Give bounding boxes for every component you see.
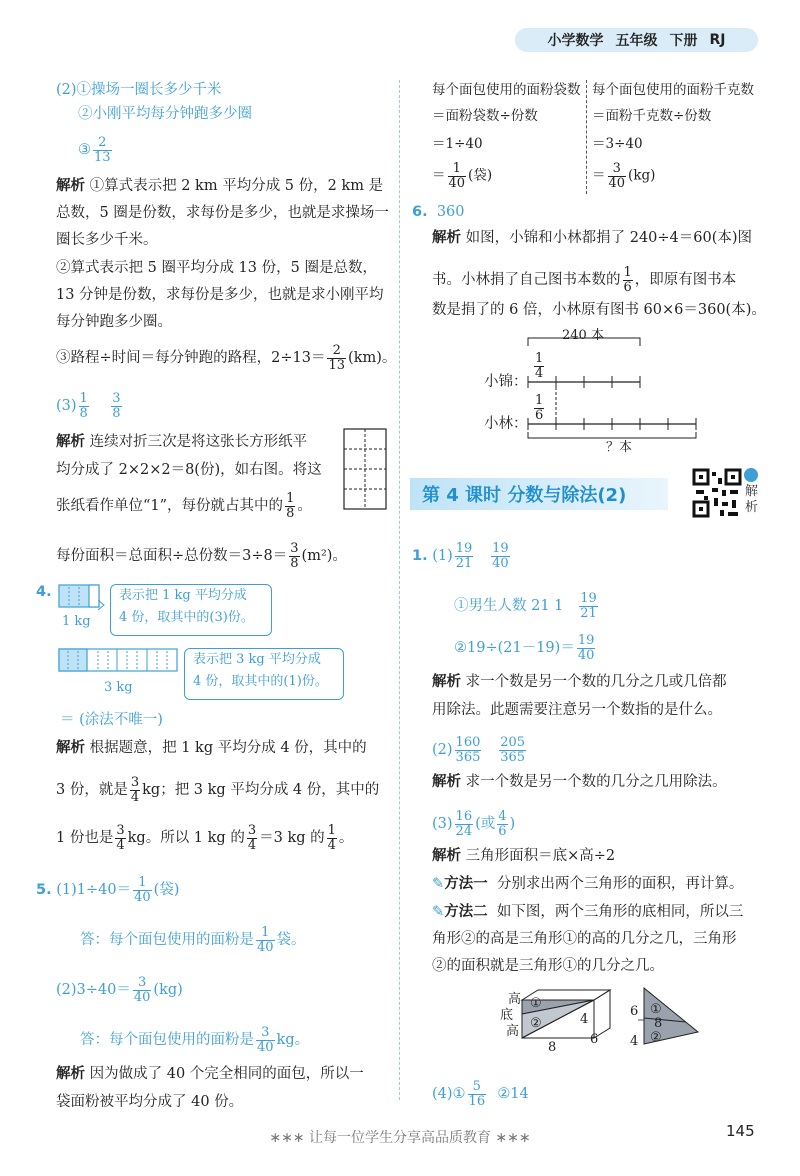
table-c1-line4: ＝ $\frac{1}{40}$ (袋) xyxy=(432,161,493,191)
fig-label-6b: 6 xyxy=(630,1004,639,1019)
q3-analysis-line1: 解析 连续对折三次是将这张长方形纸平 xyxy=(56,434,308,450)
column-divider xyxy=(399,80,400,1100)
q3-analysis-line4: 每份面积＝总面积÷总份数＝3÷8＝ $\frac{3}{8}$ (m²)。 xyxy=(56,541,347,571)
q5-part2: (2)3÷40＝ $\frac{3}{40}$ (kg) xyxy=(56,975,183,1005)
q6-analysis-line3: 数是捐了的 6 倍，小林原有图书 60×6＝360(本)。 xyxy=(432,302,766,318)
q3-analysis-line2: 均分成了 2×2×2＝8(份)，如右图。将这 xyxy=(56,462,322,478)
method2-line1: ✎方法二 如下图，两个三角形的底相同，所以三 xyxy=(432,904,744,920)
q4-bracket1 xyxy=(98,600,110,610)
q6-bottom-label: ？本 xyxy=(606,440,633,455)
l-q1-part1: 1. (1) $\frac{19}{21}$ $\frac{19}{40}$ xyxy=(412,541,509,571)
l-q1-analysis1-line1: 解析 求一个数是另一个数的几分之几或几倍都 xyxy=(432,674,727,690)
q4-number: 4. xyxy=(36,584,52,600)
q5-part1: 5. (1)1÷40＝ $\frac{1}{40}$ (袋) xyxy=(36,875,180,905)
fig-label-gao: 高 xyxy=(508,992,522,1007)
q4-callout1: 表示把 1 kg 平均分成 4 份，取其中的(3)份。 xyxy=(110,584,272,636)
q4-analysis-line1: 解析 根据题意，把 1 kg 平均分成 4 份，其中的 xyxy=(56,740,367,756)
q5-analysis-line2: 袋面粉被平均分成了 40 份。 xyxy=(56,1094,244,1110)
fig-label-6: 6 xyxy=(590,1032,599,1047)
q5-answer2: 答：每个面包使用的面粉是 $\frac{3}{40}$ kg。 xyxy=(80,1025,310,1055)
q4-bar2 xyxy=(58,648,178,674)
lesson-title-bar: 第 4 课时 分数与除法(2) xyxy=(410,478,668,510)
q3-analysis-line3: 张纸看作单位“1”，每份就占其中的 $\frac{1}{8}$ 。 xyxy=(56,491,312,521)
page-number: 145 xyxy=(726,1122,755,1140)
q2-part1: (2)①操场一圈长多少千米 xyxy=(56,82,222,98)
q2-analysis-line5: 13 分钟是份数，求每份是多少，也就是求小刚平均 xyxy=(56,287,384,303)
l-q1-step2: ②19÷(21－19)＝ $\frac{19}{40}$ xyxy=(454,633,595,663)
q2-part3: ③ $\frac{2}{13}$ xyxy=(78,135,111,165)
fig-label-8: 8 xyxy=(548,1040,557,1055)
q4-analysis-line2: 3 份，就是 $\frac{3}{4}$ kg；把 3 kg 平均分成 4 份，其中的 xyxy=(56,775,380,805)
q4-equal-note: ＝ (涂法不唯一) xyxy=(60,712,163,728)
fig-circle-2b: ② xyxy=(650,1030,662,1045)
table-c2-line2: ＝面粉千克数÷份数 xyxy=(592,108,712,124)
play-icon xyxy=(744,468,758,482)
fig-circle-2: ② xyxy=(530,1016,542,1031)
qr-code-icon[interactable] xyxy=(692,468,742,518)
l-q1-analysis2: 解析 求一个数是另一个数的几分之几用除法。 xyxy=(432,774,727,790)
q2-analysis-line3: 圈长多少千米。 xyxy=(56,232,158,248)
q6-frac-quarter: $\frac{1}{4}$ xyxy=(535,351,544,381)
pencil-icon: ✎ xyxy=(432,876,445,892)
folded-paper-figure xyxy=(343,428,387,510)
q3-answer: (3) $\frac{1}{8}$ $\frac{3}{8}$ xyxy=(56,391,121,421)
header-bar xyxy=(515,28,758,52)
fig-circle-1b: ① xyxy=(650,1002,662,1017)
table-divider xyxy=(586,80,587,194)
pencil-icon: ✎ xyxy=(432,904,445,920)
q6-frac-sixth: $\frac{1}{6}$ xyxy=(535,393,544,423)
fig-circle-1: ① xyxy=(530,996,542,1011)
l-q1-analysis1-line2: 用除法。此题需要注意另一个数指的是什么。 xyxy=(432,702,722,718)
q2-analysis-line6: 每分钟跑多少圈。 xyxy=(56,314,172,330)
q6-top-label: 240 本 xyxy=(562,328,604,343)
header-grade: 五年级 xyxy=(615,33,658,49)
q4-callout2: 表示把 3 kg 平均分成 4 份，取其中的(1)份。 xyxy=(184,648,344,700)
q6-row2-label: 小林： xyxy=(484,416,528,432)
q4-bar1 xyxy=(58,584,100,610)
q2-analysis-line4: ②算式表示把 5 圈平均分成 13 份，5 圈是总数， xyxy=(56,260,377,276)
l-q1-analysis3: 解析 三角形面积＝底×高÷2 xyxy=(432,848,616,864)
q4-bar1-label: 1 kg xyxy=(62,614,91,629)
q6-row1-label: 小锦： xyxy=(484,374,528,390)
qr-analysis-label: 解析 xyxy=(745,484,759,515)
fig-label-4b: 4 xyxy=(630,1034,639,1049)
table-c1-line3: ＝1÷40 xyxy=(432,136,483,152)
table-c2-line3: ＝3÷40 xyxy=(592,136,643,152)
fig-label-8b: 8 xyxy=(654,1016,663,1031)
fig-label-4: 4 xyxy=(580,1012,589,1027)
q2-analysis-line1: 解析 ①算式表示把 2 km 平均分成 5 份，2 km 是 xyxy=(56,178,384,194)
q2-analysis-line2: 总数，5 圈是份数，求每份是多少，也就是求操场一 xyxy=(56,205,389,221)
q6-answer: 6. 360 xyxy=(412,204,465,220)
table-c1-line2: ＝面粉袋数÷份数 xyxy=(432,108,538,124)
q6-analysis-line2: 书。小林捐了自己图书本数的 $\frac{1}{6}$ ，即原有图书本 xyxy=(432,265,737,295)
q5-analysis-line1: 解析 因为做成了 40 个完全相同的面包，所以一 xyxy=(56,1066,364,1082)
l-q1-step1: ①男生人数 21 1 $\frac{19}{21}$ xyxy=(454,591,597,621)
table-c2-line4: ＝ $\frac{3}{40}$ (kg) xyxy=(592,161,656,191)
table-c2-line1: 每个面包使用的面粉千克数 xyxy=(592,82,754,98)
table-c1-line1: 每个面包使用的面粉袋数 xyxy=(432,82,581,98)
header-edition: RJ xyxy=(709,32,726,48)
header-subject: 小学数学 xyxy=(547,33,604,49)
l-q1-part2: (2) $\frac{160}{365}$ $\frac{205}{365}$ xyxy=(432,735,526,765)
l-q1-part4: (4)① $\frac{5}{16}$ ②14 xyxy=(432,1079,529,1109)
q2-analysis-line7: ③路程÷时间＝每分钟跑的路程，2÷13＝ $\frac{2}{13}$ (km)。 xyxy=(56,343,397,373)
header-volume: 下册 xyxy=(669,33,698,49)
q4-analysis-line3: 1 份也是 $\frac{3}{4}$ kg。所以 1 kg 的 $\frac{3}{4}$ ＝3 kg 的 $\frac{1}{4}$ 。 xyxy=(56,823,354,853)
method2-line2: 角形②的高是三角形①的高的几分之几，三角形 xyxy=(432,931,737,947)
fig-label-di: 底 xyxy=(500,1008,514,1023)
fig-label-gao2: 高 xyxy=(506,1024,520,1039)
q6-analysis-line1: 解析 如图，小锦和小林都捐了 240÷4＝60(本)图 xyxy=(432,230,753,246)
q2-part2: ②小刚平均每分钟跑多少圈 xyxy=(78,106,252,122)
footer-slogan: ∗∗∗ 让每一位学生分享高品质教育 ∗∗∗ xyxy=(269,1130,531,1146)
q4-bar2-label: 3 kg xyxy=(104,680,133,695)
method2-line3: ②的面积就是三角形①的几分之几。 xyxy=(432,958,664,974)
q5-answer1: 答：每个面包使用的面粉是 $\frac{1}{40}$ 袋。 xyxy=(80,925,306,955)
l-q1-part3: (3) $\frac{16}{24}$ (或 $\frac{4}{6}$ ) xyxy=(432,809,516,839)
method1: ✎方法一 分别求出两个三角形的面积，再计算。 xyxy=(432,876,744,892)
